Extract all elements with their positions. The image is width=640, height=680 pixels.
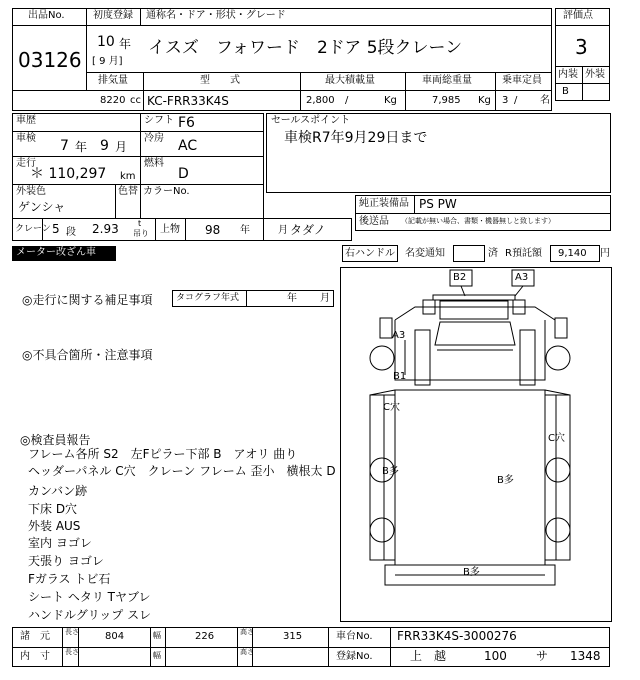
- shift-value: F6: [178, 115, 195, 131]
- inspector-line: 外装 AUS: [28, 519, 81, 533]
- fuel-label: 燃料: [144, 158, 164, 169]
- diagram-mark: B多: [382, 466, 399, 477]
- inner-height-label: 高さ: [240, 648, 254, 656]
- aircon-label: 冷房: [144, 133, 164, 144]
- inspector-label: ◎検査員報告: [20, 433, 91, 447]
- interior-grade: B: [562, 86, 569, 97]
- exterior-label: 外装: [585, 69, 605, 80]
- reg-year: 10: [97, 34, 115, 50]
- cabin-year-unit: 年: [240, 225, 250, 236]
- mileage-unit: km: [120, 171, 136, 182]
- chassis-number: FRR33K4S-3000276: [397, 629, 517, 643]
- meter-tampered-badge: [12, 246, 116, 261]
- mileage-label: 走行: [16, 158, 36, 169]
- inspector-line: 天張り ヨゴレ: [28, 554, 104, 568]
- diagram-mark: A3: [515, 272, 529, 283]
- shift-label: シフト: [144, 115, 174, 126]
- inspection-year-unit: 年: [75, 140, 88, 154]
- equipment-value: PS PW: [419, 197, 457, 211]
- color-value: ゲンシャ: [18, 200, 66, 214]
- reg-place: 上 越: [410, 649, 447, 663]
- inspector-line: Fガラス トビ石: [28, 572, 111, 586]
- length-value: 804: [105, 631, 125, 642]
- inspector-line: ヘッダーパネル C穴 クレーン フレーム 歪小 横根太 D: [28, 464, 336, 478]
- total-weight: 7,985: [432, 95, 461, 106]
- inspector-line: フレーム各所 S2 左Fピラー下部 B アオリ 曲り: [28, 447, 298, 461]
- capacity: 3: [502, 95, 509, 106]
- tacho-month-unit: 月: [320, 293, 330, 304]
- defects-label: ◎不具合箇所・注意事項: [22, 348, 153, 362]
- cabin-maker: タダノ: [290, 223, 326, 237]
- reg-label: 初度登録: [93, 10, 133, 21]
- handle-value: 右ハンドル: [345, 248, 395, 259]
- model-type-label: 型 式: [200, 75, 240, 86]
- sales-point-text: 車検R7年9月29日まで: [284, 130, 428, 146]
- meter-badge-text: メーター改ざん車: [16, 247, 96, 258]
- inspector-line: カンバン跡: [28, 484, 88, 498]
- cabin-year: 98: [205, 223, 221, 237]
- crane-ton-unit: t: [138, 219, 142, 228]
- tacho-year-unit: 年: [287, 293, 297, 304]
- diagram-mark: C穴: [548, 433, 565, 444]
- max-load-slash: /: [345, 95, 349, 106]
- chassis-label: 車台No.: [336, 631, 373, 642]
- r-fee-label: R預託額: [505, 248, 542, 259]
- tacho-label: タコグラフ年式: [176, 293, 240, 303]
- crane-hang-unit: 吊り: [133, 229, 149, 238]
- aftermarket-label: 後送品: [359, 216, 389, 227]
- color-no-label: カラーNo.: [143, 186, 190, 197]
- color-code-label: 色替: [118, 186, 138, 197]
- yen-unit: 円: [600, 248, 610, 259]
- inspector-line: ハンドルグリップ スレ: [28, 608, 152, 622]
- name-change-label: 名変通知: [405, 248, 445, 259]
- mileage-value: ＊ 110,297: [30, 166, 107, 182]
- aircon-value: AC: [178, 138, 198, 154]
- cabin-label: 上物: [160, 224, 180, 235]
- displacement: 8220: [100, 95, 126, 106]
- diagram-mark: B1: [393, 371, 407, 382]
- reg-number: 1348: [570, 649, 601, 663]
- max-load-label: 最大積載量: [325, 75, 375, 86]
- reg-kana: サ: [536, 649, 549, 663]
- capacity-slash: /: [514, 95, 518, 106]
- fuel-value: D: [178, 166, 189, 182]
- inspector-line: 室内 ヨゴレ: [28, 536, 92, 550]
- diagram-mark: B多: [497, 475, 514, 486]
- inspection-month-unit: 月: [115, 140, 128, 154]
- inspection-year: 7: [60, 138, 69, 154]
- length-label: 長さ: [65, 628, 79, 636]
- capacity-label: 乗車定員: [502, 75, 542, 86]
- model-type: KC-FRR33K4S: [147, 94, 229, 108]
- model-label: 通称名・ドア・形状・グレード: [146, 10, 286, 21]
- sales-point-label: セールスポイント: [271, 115, 351, 126]
- fuel-r-label: 済: [488, 248, 498, 259]
- inner-dims-label: 内 寸: [20, 651, 50, 662]
- diagram-mark: B多: [463, 567, 480, 578]
- height-label: 高さ: [240, 628, 254, 636]
- diagram-mark: B2: [453, 272, 467, 283]
- width-value: 226: [195, 631, 215, 642]
- color-label: 外装色: [16, 186, 46, 197]
- crane-capacity: 2.93: [92, 222, 119, 236]
- lot-label: 出品No.: [28, 10, 65, 21]
- equipment-label: 純正装備品: [359, 198, 409, 209]
- r-fee-value: 9,140: [558, 248, 587, 259]
- inner-width-label: 幅: [153, 651, 161, 660]
- crane-label: クレーン: [15, 224, 51, 234]
- cabin-month-unit: 月: [278, 225, 288, 236]
- interior-label: 内装: [558, 69, 578, 80]
- lot-number: 03126: [18, 48, 82, 72]
- width-label: 幅: [153, 631, 161, 640]
- total-weight-label: 車両総重量: [422, 75, 472, 86]
- reg-no-label: 登録No.: [336, 651, 373, 662]
- max-load-unit: Kg: [384, 95, 397, 106]
- displacement-label: 排気量: [98, 75, 128, 86]
- capacity-unit: 名: [540, 95, 550, 106]
- inspector-line: 下床 D穴: [28, 502, 78, 516]
- max-load: 2,800: [306, 95, 335, 106]
- inspection-label: 車検: [16, 133, 36, 144]
- height-value: 315: [283, 631, 303, 642]
- crane-stages: 5: [52, 222, 60, 236]
- inspector-line: シート ヘタリ Tヤブレ: [28, 590, 151, 604]
- diagram-mark: A3: [392, 330, 406, 341]
- inspection-month: 9: [100, 138, 109, 154]
- cc-unit: cc: [130, 95, 141, 106]
- history-label: 車歴: [16, 115, 36, 126]
- driving-remarks-label: ◎走行に関する補足事項: [22, 293, 153, 307]
- inner-length-label: 長さ: [65, 648, 79, 656]
- reg-class: 100: [484, 649, 507, 663]
- grade-label: 評価点: [563, 10, 593, 21]
- name-change-box: [453, 245, 485, 262]
- dims-label: 諸 元: [20, 631, 50, 642]
- grade-score: 3: [575, 35, 588, 59]
- reg-year-unit: 年: [119, 37, 132, 51]
- crane-stage-unit: 段: [66, 227, 76, 238]
- diagram-mark: C穴: [383, 402, 400, 413]
- model-name: イスズ フォワード 2ドア 5段クレーン: [148, 38, 463, 58]
- reg-month: [ 9 月]: [92, 56, 123, 67]
- aftermarket-note: （記載が無い場合、書類・機器無しと致します）: [401, 217, 555, 225]
- total-weight-unit: Kg: [478, 95, 491, 106]
